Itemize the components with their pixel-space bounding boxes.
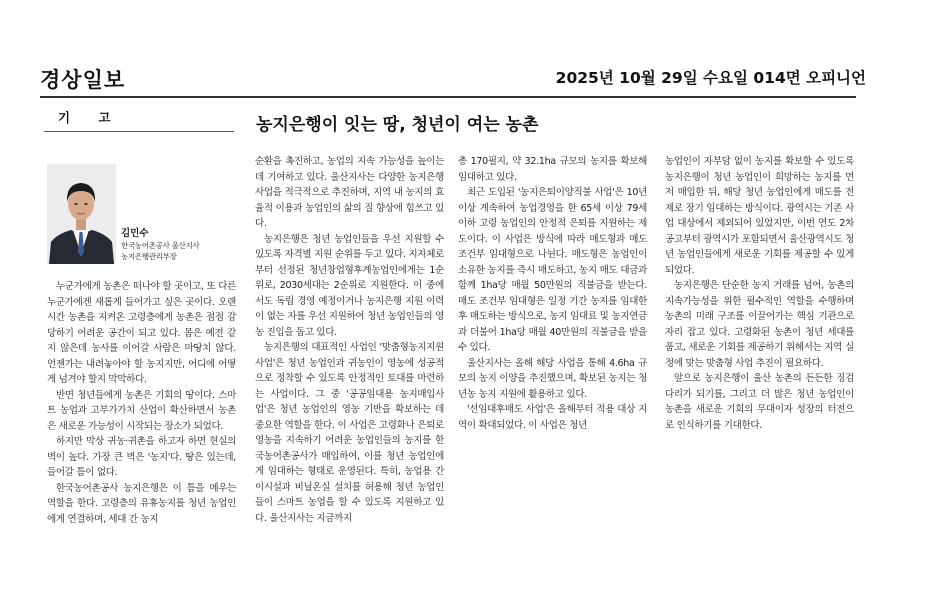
paragraph: 울산지사는 올해 해당 사업을 통해 4.6ha 규모의 농지 이양을 추진했으며, 확보된 농지는 청년농 농지 지원에 활용하고 있다. [458, 357, 647, 400]
paragraph: 농지은행은 단순한 농지 거래를 넘어, 농촌의 지속가능성을 위한 필수적인 역할을 수행하며 농촌의 미래 구조를 이끌어가는 핵심 기관으로 자리 잡고 있다. 고령화된 농촌이 청년 세대를 품고, 새로운 기회를 제공하기 위해서는 지역 실정에 맞는 맞춤형 사업 추진이 필요하다. [665, 280, 854, 369]
author-position: 농지은행관리부장 [121, 252, 177, 261]
author-portrait-icon [47, 164, 116, 264]
paragraph: 총 170필지, 약 32.1ha 규모의 농지를 확보해 임대하고 있다. [458, 156, 647, 183]
paragraph: 앞으로 농지은행이 울산 농촌의 든든한 징검다리가 되기를, 그리고 더 많은 청년 농업인이 농촌을 새로운 기회의 무대이자 성장의 터전으로 인식하기를 기대한다. [665, 373, 854, 431]
issue-date-line: 2025년 10월 29일 수요일 014면 오피니언 [555, 69, 866, 87]
paragraph: 누군가에게 농촌은 떠나야 할 곳이고, 또 다른 누군가에겐 새롭게 들어가고 싶은 곳이다. 오랜 시간 농촌을 지켜온 고령층에게 농촌은 점점 감당하기 어려운 공간이 되고 있다. 몸은 예전 같지 않은데 농사를 이어갈 사람은 마땅치 않다. 언젠가는 내려놓아야 할 농지지만, 어디에 어떻게 넘겨야 할지 막막하다. [47, 281, 236, 385]
paragraph: '선임대후매도 사업'은 올해부터 적용 대상 지역이 확대되었다. 이 사업은 청년 [458, 404, 647, 431]
newspaper-logo: 경상일보 [40, 67, 126, 92]
section-divider [44, 131, 234, 132]
article-column-3 [458, 154, 647, 433]
article-column-1 [47, 279, 236, 527]
paragraph: 반면 청년들에게 농촌은 기회의 땅이다. 스마트 농업과 고부가가치 산업이 확산하면서 농촌은 새로운 가능성이 시작되는 장소가 되었다. [47, 389, 236, 432]
author-name: 김민수 [121, 228, 149, 239]
paragraph: 하지만 막상 귀농·귀촌을 하고자 하면 현실의 벽이 높다. 가장 큰 벽은 '농지'다. 땅은 있는데, 들어갈 틈이 없다. [47, 436, 236, 478]
paragraph: 순환을 촉진하고, 농업의 지속 가능성을 높이는데 기여하고 있다. 울산지사는 다양한 농지은행 사업을 적극적으로 추진하며, 지역 내 농지의 효율적 이용과 농업인의 삶의 질 향상에 힘쓰고 있다. [255, 156, 444, 229]
masthead-divider [40, 96, 856, 98]
paragraph: 농업인이 자부담 없이 농지를 확보할 수 있도록 농지은행이 청년 농업인이 희망하는 농지를 먼저 매입한 뒤, 해당 청년 농업인에게 매도를 전제로 장기 임대하는 방식이다. 광역시는 기존 사업 대상에서 제외되어 있었지만, 이번 연도 2차 공고부터 광역시가 포함되면서 울산광역시도 청년 농업인들에게 새로운 기회를 제공할 수 있게 되었다. [665, 156, 854, 276]
paragraph: 최근 도입된 '농지은퇴이양직불 사업'은 10년 이상 계속하여 농업경영을 한 65세 이상 79세 이하 고령 농업인의 안정적 은퇴를 지원하는 제도이다. 이 사업은 방식에 따라 매도형과 매도 조건부 임대형으로 나뉜다. 매도형은 농업인이 소유한 농지를 즉시 매도하고, 농지 매도 대금과 함께 1ha당 매월 50만원의 직불금을 받는다. 매도 조건부 임대형은 일정 기간 농지를 임대한 후 매도하는 방식으로, 농지 임대료 및 농지연금과 더불어 1ha당 매월 40만원의 직불금을 받을 수 있다. [458, 187, 647, 353]
article-headline: 농지은행이 잇는 땅, 청년이 여는 농촌 [256, 115, 539, 135]
author-photo [47, 164, 116, 264]
section-label: 기 고 [58, 110, 123, 125]
article-column-4 [665, 154, 854, 433]
author-info [121, 228, 241, 262]
paragraph: 농지은행의 대표적인 사업인 '맞춤형농지지원 사업'은 청년 농업인과 귀농인이 영농에 성공적으로 정착할 수 있도록 안정적인 토대를 마련하는 사업이다. 그 중 '공공임대용 농지매입사업'은 청년 농업인의 영농 기반을 확보하는 데 중요한 역할을 한다. 이 사업은 고령화나 은퇴로 영농을 지속하기 어려운 농업인들의 농지를 한국농어촌공사가 매입하여, 이를 청년 농업인에게 임대하는 형태로 운영된다. 특히, 농업용 간이시설과 비닐온실 설치를 허용해 청년 농업인들이 스마트 농업을 할 수 있도록 지원하고 있다. 울산지사는 지금까지 [255, 342, 444, 524]
paragraph: 농지은행은 청년 농업인들을 우선 지원할 수 있도록 자격별 지원 순위를 두고 있다. 지자체로부터 선정된 청년창업형후계농업인에게는 1순위로, 2030세대는 2순위로 지원한다. 이 중에서도 독립 경영 예정이거나 농지은행 지원 이력이 없는 자를 우선 지원하여 청년 농업인들의 영농 진입을 돕고 있다. [255, 233, 444, 338]
paragraph: 한국농어촌공사 농지은행은 이 틈을 메우는 역할을 한다. 고령층의 유휴농지를 청년 농업인에게 연결하며, 세대 간 농지 [47, 482, 236, 525]
author-organization: 한국농어촌공사 울산지사 [121, 241, 200, 250]
article-column-2 [255, 154, 444, 526]
